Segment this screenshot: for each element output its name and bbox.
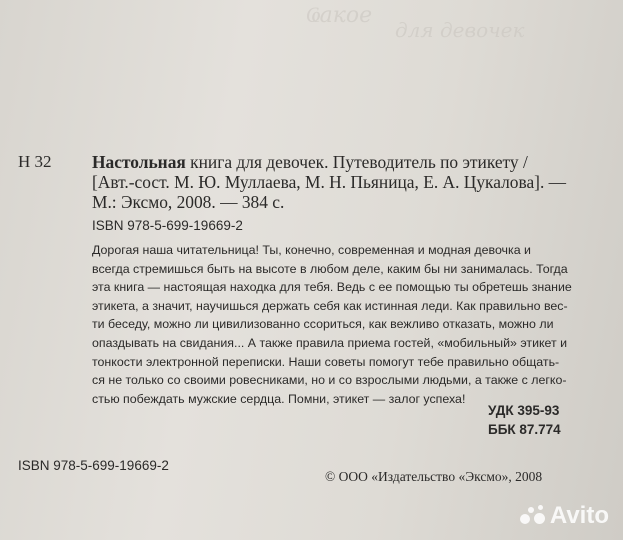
annotation-line: этикета, а значит, научишься держать себя как истинная леди. Как правильно вес- bbox=[92, 298, 568, 313]
catalog-index: Н 32 bbox=[18, 152, 52, 171]
annotation-line: опаздывать на свидания... А также правила приема гостей, «мобильный» этикет и bbox=[92, 335, 568, 350]
bleed-through-text: для девочек bbox=[395, 18, 525, 42]
entry-line-1-rest: книга для девочек. Путеводитель по этикету / bbox=[185, 152, 528, 172]
isbn-top: ISBN 978-5-699-19669-2 bbox=[92, 218, 243, 233]
annotation-line: ти беседу, можно ли цивилизованно ссориться, как вежливо отказать, можно ли bbox=[92, 317, 554, 332]
annotation-line: Дорогая наша читательница! Ты, конечно, современная и модная девочка и bbox=[92, 243, 531, 257]
bbk-code: ББК 87.774 bbox=[488, 422, 561, 437]
bibliographic-entry bbox=[92, 152, 566, 212]
annotation-line: тонкости электронной переписки. Наши советы помогут тебе правильно общать- bbox=[92, 354, 560, 369]
udk-code: УДК 395-93 bbox=[488, 403, 560, 418]
avito-watermark-text: Avito bbox=[549, 502, 609, 529]
copyright-line: © ООО «Издательство «Эксмо», 2008 bbox=[325, 469, 543, 484]
annotation bbox=[92, 241, 581, 408]
entry-line-2: [Авт.-сост. М. Ю. Муллаева, М. Н. Пьяница, Е. А. Цукалова]. — bbox=[92, 172, 567, 192]
entry-line-3: М.: Эксмо, 2008. — 384 с. bbox=[92, 192, 285, 212]
entry-title: Настольная bbox=[92, 152, 186, 172]
avito-watermark bbox=[520, 502, 609, 530]
annotation-line: эта книга — настоящая находка для тебя. Ведь с ее помощью ты обретешь знание bbox=[92, 280, 572, 295]
annotation-line: всегда стремишься быть на высоте в любом деле, каким бы ни занималась. Тогда bbox=[92, 261, 568, 276]
isbn-bottom: ISBN 978-5-699-19669-2 bbox=[18, 458, 169, 473]
avito-logo-icon bbox=[520, 505, 546, 527]
entry-line-1 bbox=[92, 152, 566, 172]
annotation-line: стью побеждать мужские сердца. Помни, этикет — залог успеха! bbox=[92, 391, 466, 406]
bleed-through-text: Ҩакое bbox=[305, 3, 373, 28]
annotation-line: ся не только со своими ровесниками, но и со взрослыми людьми, а также с легко- bbox=[92, 373, 567, 388]
